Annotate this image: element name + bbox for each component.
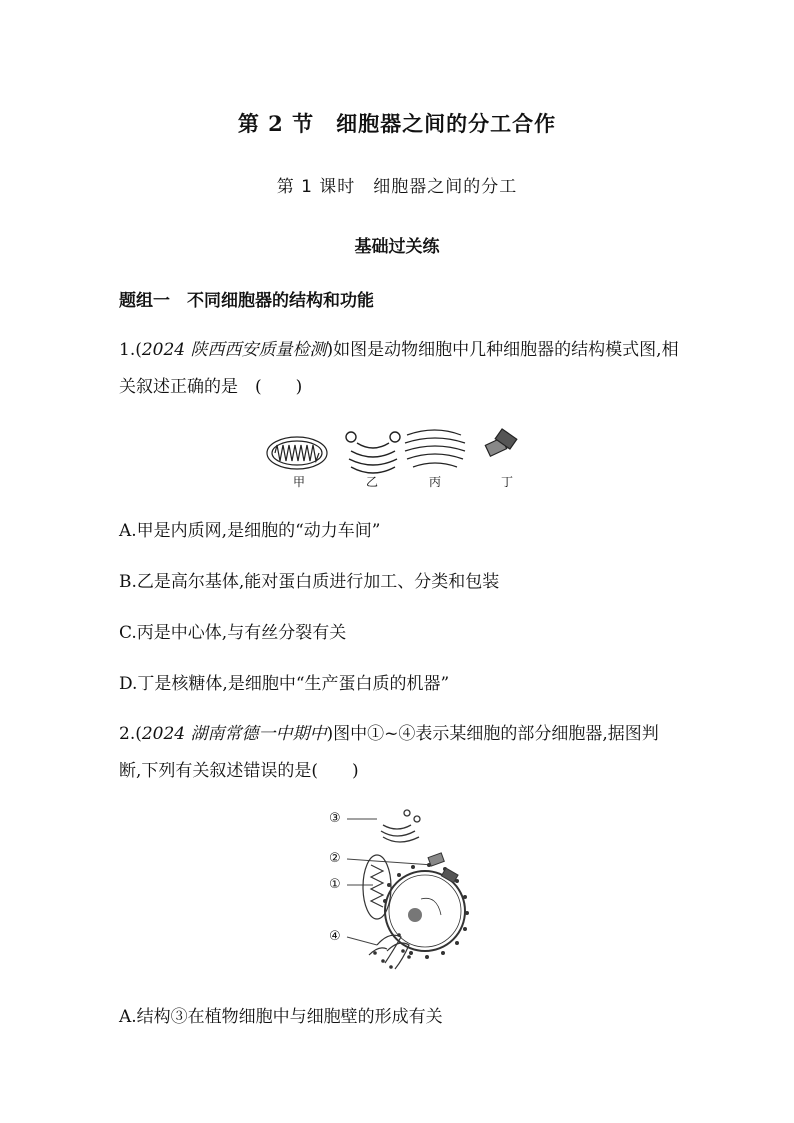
q2-option-a: A.结构③在植物细胞中与细胞壁的形成有关 (119, 1007, 443, 1027)
question-2-figure (325, 805, 475, 980)
question-2-number: 2.( (119, 724, 142, 744)
q1-option-a: A.甲是内质网,是细胞的“动力车间” (119, 521, 381, 541)
question-2-text: )图中①~④表示某细胞的部分细胞器,据图判断,下列有关叙述错误的是( ) (119, 724, 659, 781)
q1-option-b: B.乙是高尔基体,能对蛋白质进行加工、分类和包装 (119, 572, 500, 592)
group-heading: 题组一 不同细胞器的结构和功能 (119, 291, 374, 311)
centriole-drawing (485, 429, 517, 456)
label-2: ② (329, 851, 341, 866)
question-1-number: 1.( (119, 340, 142, 360)
er-structure (369, 933, 411, 969)
label-ding: 丁 (501, 475, 514, 489)
question-2 (119, 716, 679, 790)
label-1: ① (329, 877, 341, 892)
page-title: 第 2 节 细胞器之间的分工合作 (237, 111, 557, 136)
q1-option-d: D.丁是核糖体,是细胞中“生产蛋白质的机器” (119, 674, 450, 694)
organelle-diagram (265, 425, 535, 495)
lesson-subtitle: 第 1 课时 细胞器之间的分工 (276, 177, 518, 197)
section-heading: 基础过关练 (354, 237, 440, 257)
cell-diagram (325, 805, 475, 980)
label-yi: 乙 (366, 475, 379, 489)
golgi-drawing (346, 432, 400, 473)
question-1-figure (265, 425, 535, 495)
question-1-source: 2024 陕西西安质量检测 (141, 340, 327, 360)
label-3: ③ (329, 811, 341, 826)
label-jia: 甲 (293, 475, 306, 489)
centriole-structure (428, 853, 458, 883)
q1-option-c: C.丙是中心体,与有丝分裂有关 (119, 623, 347, 643)
mitochondrion-drawing (267, 437, 327, 469)
label-bing: 丙 (429, 475, 442, 489)
mitochondrion-structure (363, 855, 391, 919)
question-1-text: )如图是动物细胞中几种细胞器的结构模式图,相关叙述正确的是 ( ) (119, 340, 679, 397)
er-drawing (405, 430, 465, 467)
question-2-source: 2024 湖南常德一中期中 (141, 724, 327, 744)
label-4: ④ (329, 929, 341, 944)
question-1 (119, 332, 679, 406)
golgi-structure (381, 810, 420, 842)
